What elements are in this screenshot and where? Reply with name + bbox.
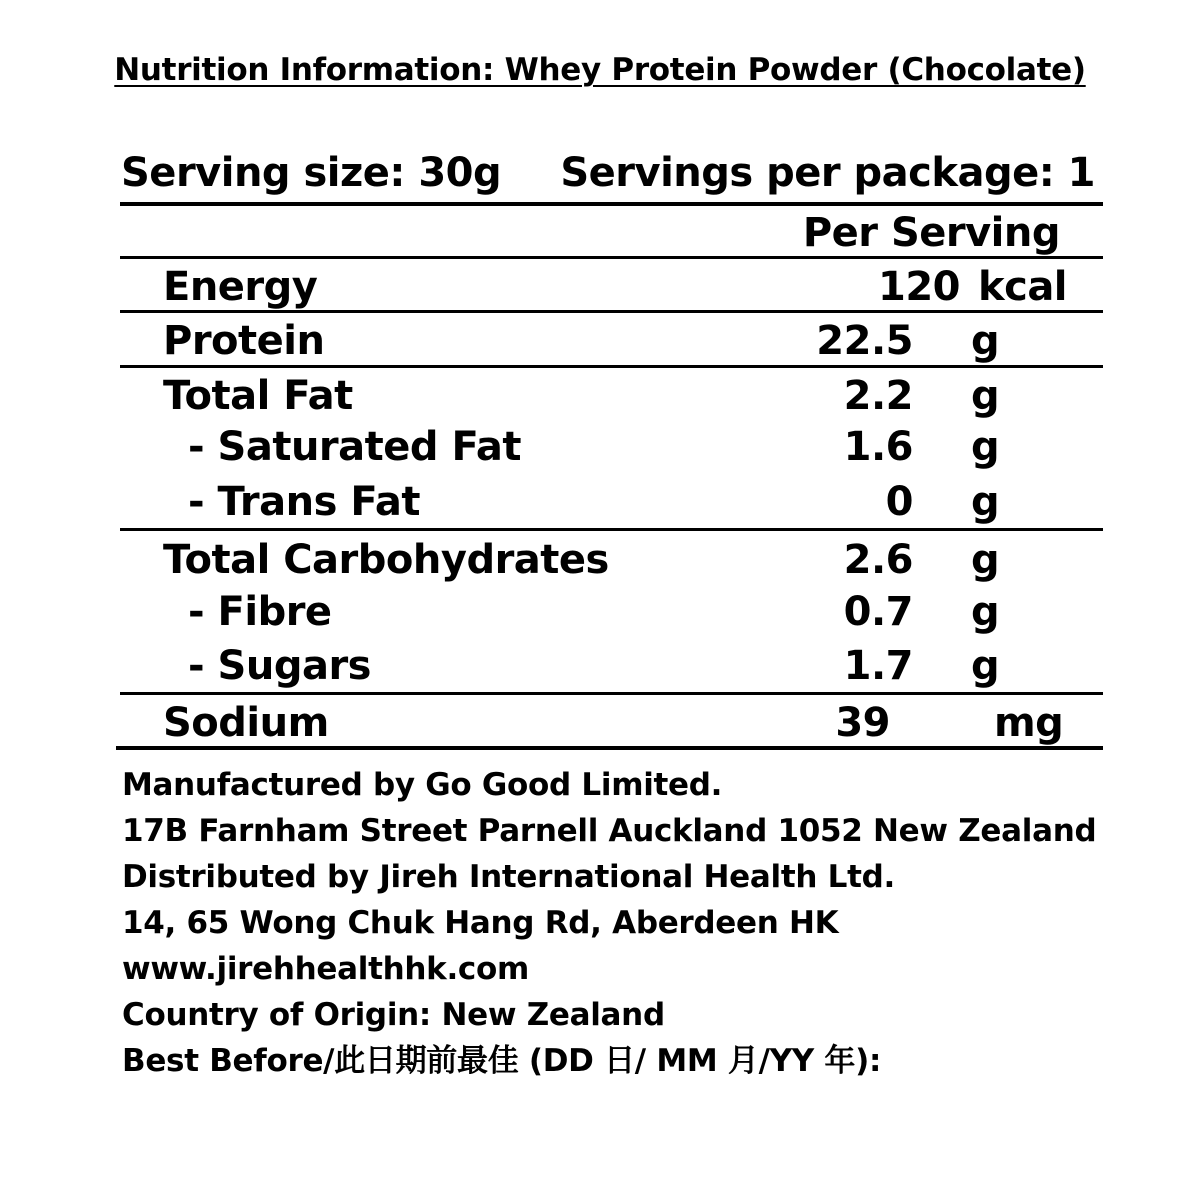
label-title-text: Nutrition Information: Whey Protein Powder (Chocolate): [114, 52, 1086, 88]
nutrient-row-sodium: [120, 700, 1103, 752]
nutrient-unit: g: [971, 643, 1000, 689]
distributor: Distributed by Jireh International Health Ltd.: [122, 859, 895, 895]
nutrient-row-protein: [120, 318, 1103, 370]
servings-per-package: Servings per package: 1: [560, 150, 1095, 196]
divider-line: [120, 528, 1103, 531]
nutrient-label: - Fibre: [188, 589, 332, 635]
nutrient-row-sugars: [120, 643, 1103, 695]
nutrient-label: - Trans Fat: [188, 479, 420, 525]
nutrient-row-trans-fat: [120, 479, 1103, 531]
nutrient-unit: g: [971, 537, 1000, 583]
nutrient-value: 2.6: [843, 537, 913, 583]
nutrient-unit: mg: [994, 700, 1064, 746]
country-of-origin: Country of Origin: New Zealand: [122, 997, 665, 1033]
nutrient-unit: g: [971, 318, 1000, 364]
divider-line: [120, 365, 1103, 368]
nutrient-label: Protein: [163, 318, 325, 364]
manufacturer-address: 17B Farnham Street Parnell Auckland 1052 New Zealand: [122, 813, 1097, 849]
nutrient-label: Sodium: [163, 700, 329, 746]
nutrient-unit: kcal: [978, 264, 1068, 310]
best-before: Best Before/此日期前最佳 (DD 日/ MM 月/YY 年):: [122, 1043, 882, 1079]
nutrient-row-total-carbohydrates: [120, 537, 1103, 589]
nutrient-label: Energy: [163, 264, 318, 310]
nutrient-label: - Saturated Fat: [188, 424, 522, 470]
manufacturer: Manufactured by Go Good Limited.: [122, 767, 723, 803]
nutrient-row-energy: [120, 264, 1103, 316]
label-title: [0, 52, 1200, 88]
nutrient-value: 0: [885, 479, 913, 525]
nutrient-value: 39: [835, 700, 890, 746]
divider-line: [120, 692, 1103, 695]
nutrient-row-fibre: [120, 589, 1103, 641]
nutrient-unit: g: [971, 373, 1000, 419]
website: www.jirehhealthhk.com: [122, 951, 530, 987]
nutrient-value: 0.7: [843, 589, 913, 635]
nutrient-value: 22.5: [816, 318, 913, 364]
divider-line: [116, 746, 1103, 750]
serving-size: Serving size: 30g: [121, 150, 502, 196]
nutrient-unit: g: [971, 479, 1000, 525]
divider-line: [120, 310, 1103, 313]
nutrient-row-saturated-fat: [120, 424, 1103, 476]
column-header-per-serving: Per Serving: [802, 210, 1060, 256]
nutrient-value: 1.6: [843, 424, 913, 470]
distributor-address: 14, 65 Wong Chuk Hang Rd, Aberdeen HK: [122, 905, 839, 941]
nutrient-value: 1.7: [843, 643, 913, 689]
divider-line: [120, 202, 1103, 206]
nutrient-label: Total Fat: [163, 373, 353, 419]
nutrient-label: - Sugars: [188, 643, 371, 689]
nutrient-row-total-fat: [120, 373, 1103, 425]
nutrient-unit: g: [971, 424, 1000, 470]
divider-line: [120, 256, 1103, 259]
nutrient-value: 120: [878, 264, 960, 310]
nutrient-value: 2.2: [843, 373, 913, 419]
nutrient-label: Total Carbohydrates: [163, 537, 609, 583]
footer-info: [122, 762, 1096, 1084]
nutrient-unit: g: [971, 589, 1000, 635]
